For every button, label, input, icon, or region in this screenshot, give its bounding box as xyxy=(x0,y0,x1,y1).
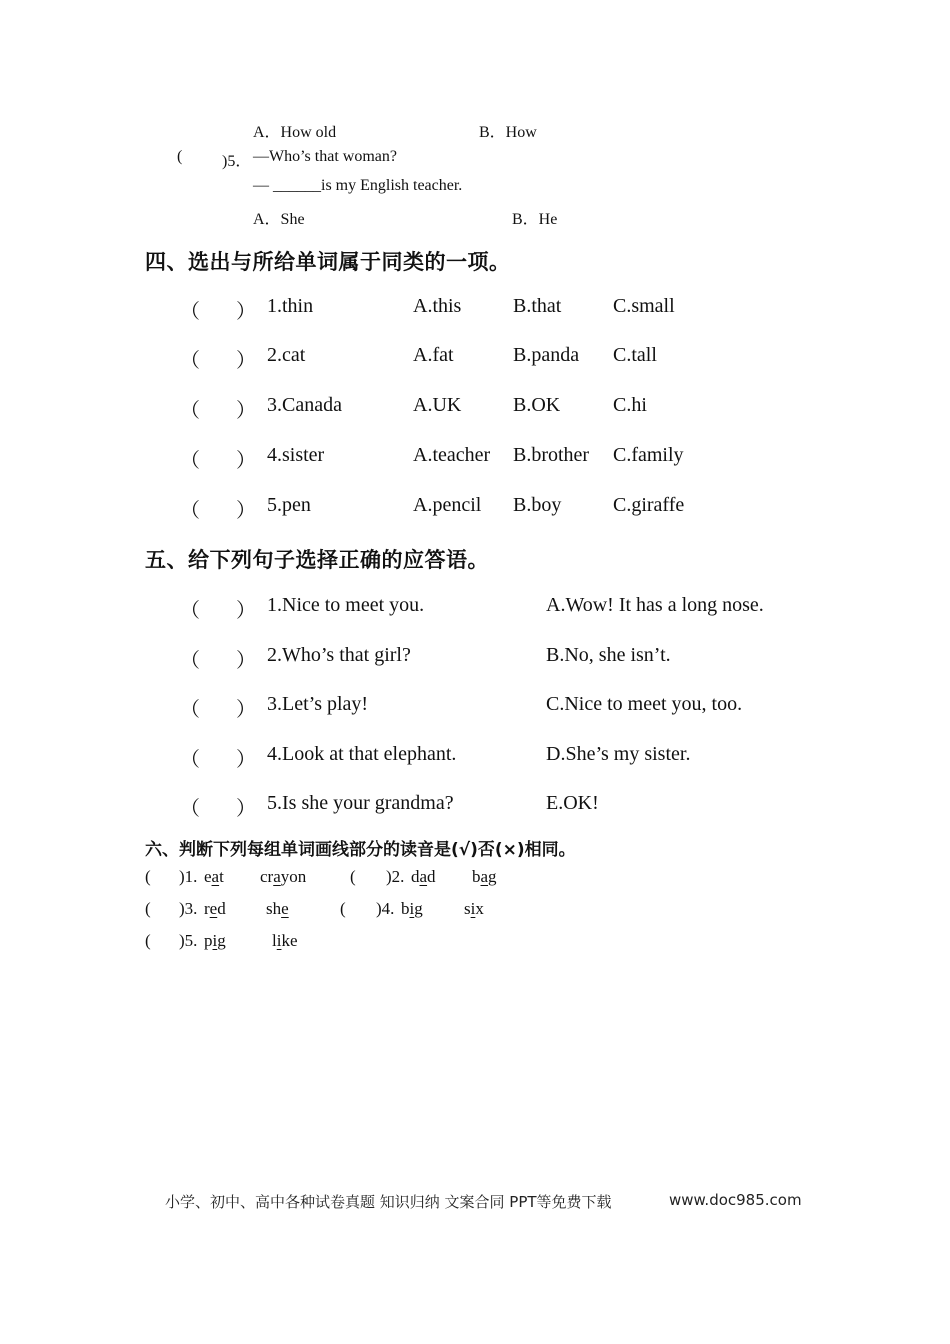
word-part: e xyxy=(204,867,212,886)
q3-paren: ( xyxy=(145,899,151,918)
q3-word-2 xyxy=(266,899,289,919)
word-part: d xyxy=(427,867,436,886)
option-c: C.small xyxy=(613,295,675,317)
q2-word-2 xyxy=(472,867,497,887)
paren-close: ） xyxy=(236,400,256,422)
underlined-letter: i xyxy=(470,899,476,918)
word-part: g xyxy=(488,867,497,886)
paren-open: （ xyxy=(180,301,200,323)
word-part: b xyxy=(401,899,410,918)
q2-paren: ( xyxy=(350,867,356,886)
paren-close: ） xyxy=(236,350,256,372)
paren-open: （ xyxy=(180,749,200,771)
paren-close: ） xyxy=(236,650,256,672)
option-c: C.family xyxy=(613,444,684,466)
paren-close: ） xyxy=(236,450,256,472)
q1-paren: ( xyxy=(145,867,151,886)
paren-open: （ xyxy=(180,699,200,721)
word: 1.thin xyxy=(267,295,314,317)
option-a: A.UK xyxy=(413,394,462,416)
q5b-word-1 xyxy=(204,931,226,951)
q1-word-1 xyxy=(204,867,224,887)
q5-option-b: B．He xyxy=(512,211,558,228)
answer: A.Wow! It has a long nose. xyxy=(546,594,764,616)
underlined-letter: a xyxy=(480,867,489,886)
word-part: t xyxy=(219,867,224,886)
word-part: sh xyxy=(266,899,282,918)
option-b: B.panda xyxy=(513,344,580,366)
q2-number: )2. xyxy=(386,867,405,886)
underlined-letter: i xyxy=(212,931,218,950)
word-part: p xyxy=(204,931,213,950)
word: 3.Canada xyxy=(267,394,342,416)
paren-close: ） xyxy=(236,699,256,721)
q4-word-2 xyxy=(464,899,484,919)
word-part: ke xyxy=(281,931,298,950)
option-a: A.pencil xyxy=(413,494,482,516)
question: 5.Is she your grandma? xyxy=(267,792,454,814)
paren-close: ） xyxy=(236,500,256,522)
footer-text: 小学、初中、高中各种试卷真题 知识归纳 文案合同 PPT等免费下载 xyxy=(165,1193,612,1211)
option-c: C.tall xyxy=(613,344,657,366)
paren-open: （ xyxy=(180,650,200,672)
q5b-number: )5. xyxy=(179,931,198,950)
question: 3.Let’s play! xyxy=(267,693,369,715)
paren-close: ） xyxy=(236,600,256,622)
section-6-title: 六、判断下列每组单词画线部分的读音是(√)否(×)相同。 xyxy=(145,840,576,860)
q4-paren: ( xyxy=(340,899,346,918)
underlined-letter: i xyxy=(276,931,282,950)
word-part: b xyxy=(472,867,481,886)
q2-word-1 xyxy=(411,867,436,887)
option-a: A.fat xyxy=(413,344,454,366)
word: 5.pen xyxy=(267,494,311,516)
word-part: cr xyxy=(260,867,274,886)
section-4-title: 四、选出与所给单词属于同类的一项。 xyxy=(145,250,511,274)
word: 2.cat xyxy=(267,344,306,366)
option-b: B.OK xyxy=(513,394,561,416)
answer: B.No, she isn’t. xyxy=(546,644,671,666)
paren-open: （ xyxy=(180,500,200,522)
q4-word-1 xyxy=(401,899,423,919)
word-part: g xyxy=(217,931,226,950)
paren-close: ） xyxy=(236,798,256,820)
q4-number: )4. xyxy=(376,899,395,918)
option-b: B.boy xyxy=(513,494,562,516)
q3-number: )3. xyxy=(179,899,198,918)
q5b-paren: ( xyxy=(145,931,151,950)
word-part: g xyxy=(414,899,423,918)
word-part: d xyxy=(411,867,420,886)
question: 1.Nice to meet you. xyxy=(267,594,425,616)
answer: E.OK! xyxy=(546,792,599,814)
answer: D.She’s my sister. xyxy=(546,743,691,765)
word-part: x xyxy=(475,899,484,918)
option-c: C.hi xyxy=(613,394,647,416)
word-part: yon xyxy=(280,867,307,886)
option-a: A.teacher xyxy=(413,444,491,466)
paren-close: ） xyxy=(236,301,256,323)
paren-close: ） xyxy=(236,749,256,771)
section-5-title: 五、给下列句子选择正确的应答语。 xyxy=(145,548,489,572)
underlined-letter: a xyxy=(211,867,220,886)
paren-open: （ xyxy=(180,600,200,622)
underlined-letter: e xyxy=(209,899,218,918)
word-part: d xyxy=(217,899,226,918)
q4-option-a: A．How old xyxy=(253,124,337,141)
underlined-letter: a xyxy=(419,867,428,886)
q1-word-2 xyxy=(260,867,306,887)
word-part: l xyxy=(272,931,277,950)
q5-number: )5． xyxy=(222,153,252,170)
footer-url[interactable]: www.doc985.com xyxy=(669,1191,802,1209)
word-part: r xyxy=(204,899,210,918)
q5-answer: — ______is my English teacher. xyxy=(253,177,463,194)
paren-open: （ xyxy=(180,400,200,422)
q3-word-1 xyxy=(204,899,226,919)
option-b: B.brother xyxy=(513,444,590,466)
question: 4.Look at that elephant. xyxy=(267,743,457,765)
underlined-letter: a xyxy=(273,867,281,886)
q1-number: )1. xyxy=(179,867,198,886)
paren-open: （ xyxy=(180,450,200,472)
q5b-word-2 xyxy=(272,931,298,951)
word: 4.sister xyxy=(267,444,325,466)
underlined-letter: i xyxy=(409,899,415,918)
underlined-letter: e xyxy=(281,899,289,918)
paren-open: （ xyxy=(180,350,200,372)
option-b: B.that xyxy=(513,295,562,317)
q5-paren-open: ( xyxy=(177,148,183,165)
paren-open: （ xyxy=(180,798,200,820)
q5-question: —Who’s that woman? xyxy=(253,148,397,165)
answer: C.Nice to meet you, too. xyxy=(546,693,743,715)
option-a: A.this xyxy=(413,295,462,317)
word-part: s xyxy=(464,899,471,918)
option-c: C.giraffe xyxy=(613,494,685,516)
q4-option-b: B．How xyxy=(479,124,537,141)
q5-option-a: A．She xyxy=(253,211,305,228)
question: 2.Who’s that girl? xyxy=(267,644,411,666)
